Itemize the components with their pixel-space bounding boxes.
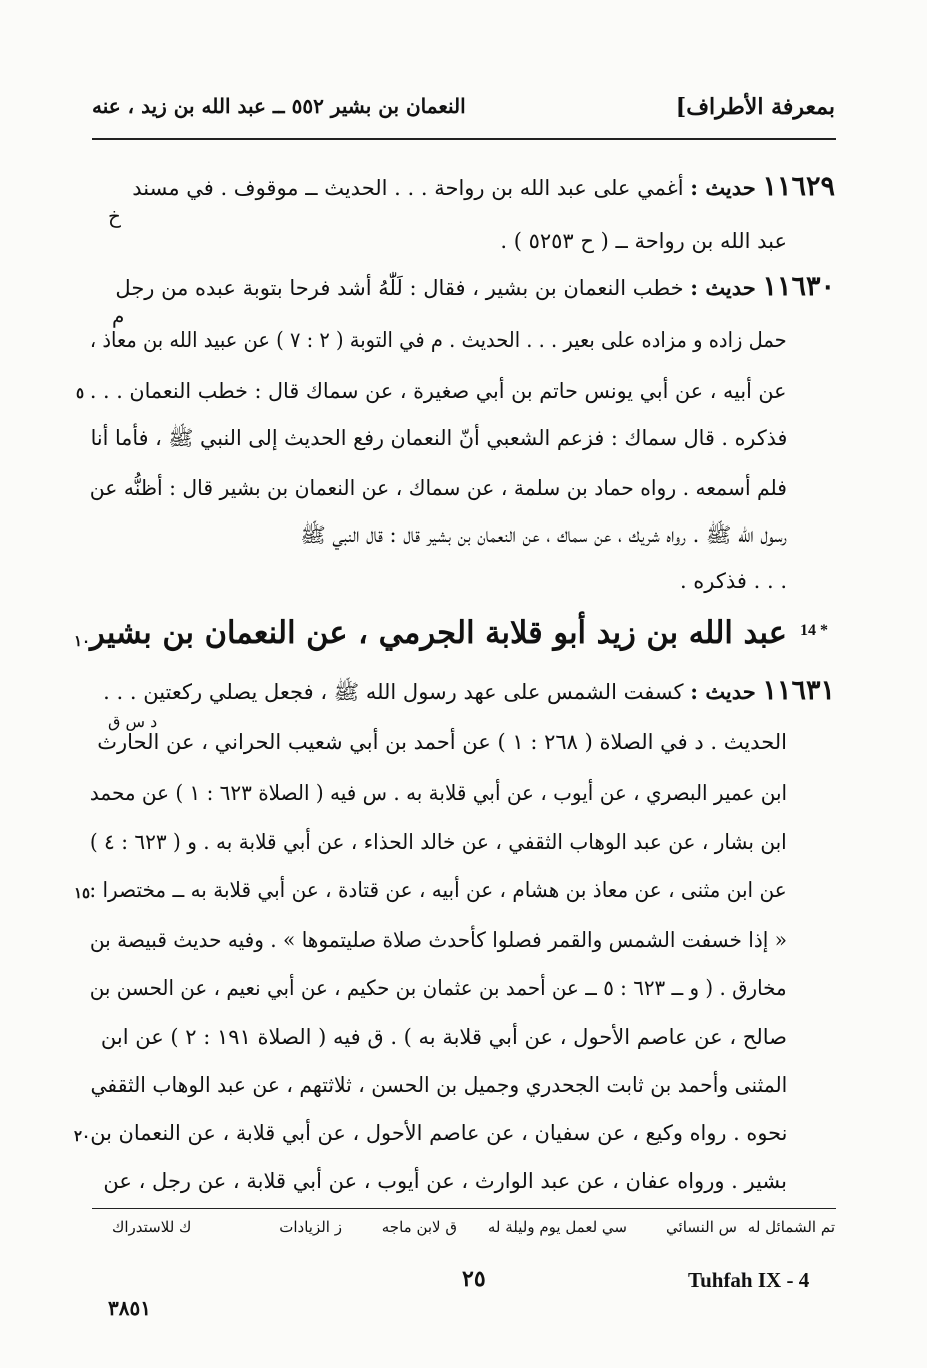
entry-number: ١١٦٣١ <box>762 675 835 706</box>
book-reference: Tuhfah IX - 4 <box>688 1268 810 1292</box>
entry-11630-line-3: عن أبيه ، عن أبي يونس حاتم بن أبي صغيرة ، عن سماك قال : خطب النعمان . . . <box>90 379 787 403</box>
entry-11631-line-9: المثنى وأحمد بن ثابت الجحدري وجميل بن الحسن ، ثلاثتهم ، عن عبد الوهاب الثقفي <box>90 1073 787 1097</box>
entry-11630-line-5: فلم أسمعه . رواه حماد بن سلمة ، عن سماك ، عن النعمان بن بشير قال : أظنُّه عن <box>89 476 787 500</box>
entry-11631-line-8: صالح ، عن عاصم الأحول ، عن أبي قلابة به ) . ق فيه ( الصلاة ١٩١ : ٢ ) عن ابن <box>100 1025 787 1049</box>
page-number: ٢٥ <box>462 1266 486 1292</box>
entry-label: حديث : <box>690 275 756 300</box>
entry-11631-line-3: ابن عمير البصري ، عن أيوب ، عن أبي قلابة به . س فيه ( الصلاة ٦٢٣ : ١ ) عن محمد <box>89 781 787 805</box>
entry-11630-sigla: م <box>112 304 125 328</box>
footer-rule <box>92 1208 836 1209</box>
entry-11631-line-10: نحوه . رواه وكيع ، عن سفيان ، عن عاصم الأحول ، عن أبي قلابة ، عن النعمان بن <box>89 1121 787 1145</box>
entry-11630-line-1 <box>115 272 835 303</box>
entry-number: ١١٦٢٩ <box>762 171 835 202</box>
corner-number: ٣٨٥١ <box>108 1296 151 1320</box>
entry-11629-sigla: خ <box>108 204 121 228</box>
legend-item: تم الشمائل له <box>747 1218 835 1236</box>
entry-11630-line-6: رسول الله ﷺ . رواه شريك ، عن سماك ، عن النعمان بن بشير قال : قال النبي ﷺ <box>300 523 787 547</box>
margin-line-number: ٥ <box>76 384 85 402</box>
header-rule <box>92 138 836 140</box>
margin-line-number: ٢٠ <box>74 1127 91 1145</box>
legend-item: ك للاستدراك <box>112 1218 192 1236</box>
entry-text: كسفت الشمس على عهد رسول الله ﷺ ، فجعل يصلي ركعتين . . . <box>103 680 684 704</box>
running-header-left: بمعرفة الأطراف] <box>675 94 835 120</box>
legend-item: ز الزيادات <box>279 1218 342 1236</box>
entry-text: أغمي على عبد الله بن رواحة . . . الحديث ــ موقوف . في مسند <box>132 176 684 200</box>
entry-11631-line-11: بشير . ورواه عفان ، عن عبد الوارث ، عن أيوب ، عن أبي قلابة ، عن رجل ، عن <box>103 1169 787 1193</box>
entry-11631-line-6: « إذا خسفت الشمس والقمر فصلوا كأحدث صلاة صليتموها » . وفيه حديث قبيصة بن <box>89 928 787 952</box>
margin-line-number: ١٠ <box>74 632 91 650</box>
entry-11629-line-2: عبد الله بن رواحة ــ ( ح ٥٢٥٣ ) . <box>500 229 787 253</box>
running-header-center: النعمان بن بشير ٥٥٢ ــ عبد الله بن زيد ، عنه <box>92 94 466 118</box>
entry-label: حديث : <box>690 175 756 200</box>
section-title: عبد الله بن زيد أبو قلابة الجرمي ، عن النعمان بن بشير <box>90 615 787 651</box>
legend-item: ق لابن ماجه <box>381 1218 457 1236</box>
entry-11631-line-4: ابن بشار ، عن عبد الوهاب الثقفي ، عن خالد الحذاء ، عن أبي قلابة به . و ( ٦٢٣ : ٤ ) <box>90 830 787 854</box>
entry-number: ١١٦٣٠ <box>762 271 835 302</box>
entry-11630-line-7: . . . فذكره . <box>679 569 787 593</box>
entry-11631-line-2: الحديث . د في الصلاة ( ٢٦٨ : ١ ) عن أحمد بن أبي شعيب الحراني ، عن الحارث <box>97 730 787 754</box>
entry-11630-line-4: فذكره . قال سماك : فزعم الشعبي أنّ النعمان رفع الحديث إلى النبي ﷺ ، فأما أنا <box>90 426 787 450</box>
legend-item: سي لعمل يوم وليلة له <box>487 1218 627 1236</box>
entry-11630-line-2: حمل زاده و مزاده على بعير . . . الحديث . م في التوبة ( ٢ : ٧ ) عن عبيد الله بن معاذ ، <box>90 328 787 352</box>
entry-11631-sigla: د س ق <box>108 712 158 731</box>
entry-11631-line-7: مخارق . ( و ــ ٦٢٣ : ٥ ــ عن أحمد بن عثمان بن حكيم ، عن أبي نعيم ، عن الحسن بن <box>90 976 787 1000</box>
legend-item: س النسائي <box>666 1218 737 1236</box>
entry-label: حديث : <box>690 679 756 704</box>
entry-11629-line-1 <box>132 172 835 203</box>
section-star-number: 14 * <box>800 622 828 639</box>
entry-11631-line-5: عن ابن مثنى ، عن معاذ بن هشام ، عن أبيه ، عن قتادة ، عن أبي قلابة به ــ مختصرا : <box>89 878 787 902</box>
entry-text: خطب النعمان بن بشير ، فقال : لَلّٰهُ أشد فرحا بتوبة عبده من رجل <box>115 276 684 300</box>
entry-11631-line-1 <box>103 676 835 707</box>
margin-line-number: ١٥ <box>74 884 91 902</box>
